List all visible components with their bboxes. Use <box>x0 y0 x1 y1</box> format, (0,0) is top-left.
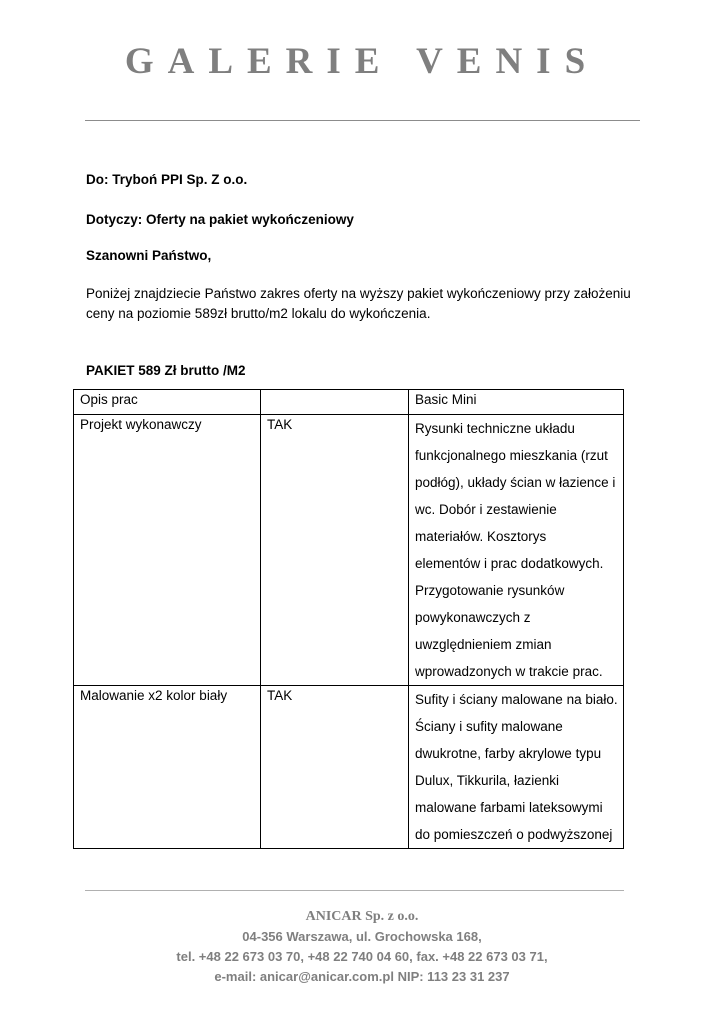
row-description <box>409 686 624 849</box>
description-line: funkcjonalnego mieszkania (rzut <box>415 448 608 463</box>
intro-line: Poniżej znajdziecie Państwo zakres oferty na wyższy pakiet wykończeniowy przy założeniu <box>86 286 631 301</box>
description-line: dwukrotne, farby akrylowe typu <box>415 746 602 761</box>
row-work-name: Malowanie x2 kolor biały <box>74 686 261 849</box>
footer-contact: e-mail: anicar@anicar.com.pl NIP: 113 23 31 237 <box>214 969 510 984</box>
table-header-row <box>74 390 624 415</box>
description-line: do pomieszczeń o podwyższonej <box>415 827 613 842</box>
row-status: TAK <box>261 415 409 686</box>
description-line: podłóg), układy ścian w łazience i <box>415 475 616 490</box>
row-description <box>409 415 624 686</box>
description-line: Sufity i ściany malowane na biało. <box>415 692 618 707</box>
offer-table <box>73 389 624 849</box>
description-line: Przygotowanie rysunków <box>415 583 565 598</box>
intro-paragraph <box>86 284 646 324</box>
row-status: TAK <box>261 686 409 849</box>
header-divider <box>85 120 640 121</box>
description-line: elementów i prac dodatkowych. <box>415 556 604 571</box>
letterhead-brand: GALERIE VENIS <box>124 41 600 82</box>
table-row <box>74 415 624 686</box>
footer-address: 04-356 Warszawa, ul. Grochowska 168, <box>242 929 482 944</box>
footer-divider <box>85 890 624 891</box>
table-row <box>74 686 624 849</box>
recipient-line: Do: Tryboń PPI Sp. Z o.o. <box>86 172 248 187</box>
intro-line: ceny na poziomie 589zł brutto/m2 lokalu do wykończenia. <box>86 306 431 321</box>
footer-phones: tel. +48 22 673 03 70, +48 22 740 04 60, fax. +48 22 673 03 71, <box>176 949 548 964</box>
description-line: wprowadzonych w trakcie prac. <box>415 664 603 679</box>
package-title: PAKIET 589 Zł brutto /M2 <box>86 363 246 378</box>
header-cell-package: Basic Mini <box>409 390 624 415</box>
description-line: wc. Dobór i zestawienie <box>415 502 557 517</box>
description-line: malowane farbami lateksowymi <box>415 800 603 815</box>
footer-company: ANICAR Sp. z o.o. <box>305 909 419 924</box>
description-line: Dulux, Tikkurila, łazienki <box>415 773 560 788</box>
subject-line: Dotyczy: Oferty na pakiet wykończeniowy <box>86 212 354 227</box>
footer <box>0 907 724 984</box>
header-cell-description: Opis prac <box>74 390 261 415</box>
description-line: powykonawczych z <box>415 610 531 625</box>
description-line: Rysunki techniczne układu <box>415 421 575 436</box>
description-line: Ściany i sufity malowane <box>415 719 563 734</box>
row-work-name: Projekt wykonawczy <box>74 415 261 686</box>
greeting-line: Szanowni Państwo, <box>86 248 212 263</box>
description-line: materiałów. Kosztorys <box>415 529 547 544</box>
description-line: uwzględnieniem zmian <box>415 637 552 652</box>
header-cell-empty <box>261 390 409 415</box>
